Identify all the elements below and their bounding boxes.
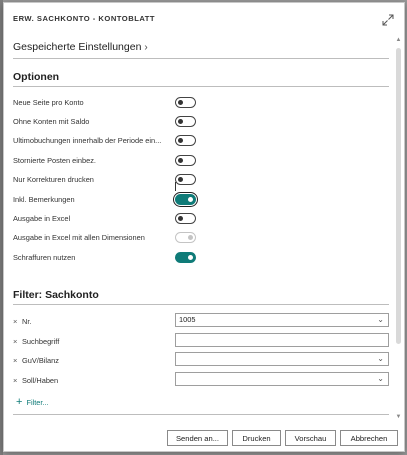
saved-settings-label: Gespeicherte Einstellungen bbox=[13, 41, 142, 53]
toggle-knob bbox=[188, 235, 193, 240]
option-label: Ausgabe in Excel mit allen Dimensionen bbox=[13, 233, 145, 242]
option-new-page-per-account bbox=[13, 96, 213, 110]
cancel-button[interactable]: Abbrechen bbox=[340, 430, 398, 446]
chevron-down-icon[interactable]: ⌄ bbox=[377, 374, 384, 383]
divider bbox=[13, 58, 389, 59]
options-section-title: Optionen bbox=[13, 71, 60, 83]
toggle-knob bbox=[178, 138, 183, 143]
toggle-knob bbox=[178, 100, 183, 105]
toggle-excel-output[interactable] bbox=[175, 213, 196, 224]
toggle-knob bbox=[188, 197, 193, 202]
toggle-excel-all-dimensions bbox=[175, 232, 196, 243]
add-filter-link[interactable] bbox=[16, 397, 49, 407]
filter-row-no bbox=[13, 315, 393, 329]
scroll-down-icon[interactable]: ▼ bbox=[395, 414, 402, 420]
dialog-title: ERW. SACHKONTO - KONTOBLATT bbox=[13, 14, 156, 23]
option-corrections-only bbox=[13, 173, 213, 187]
option-label: Ultimobuchungen innerhalb der Periode ein... bbox=[13, 136, 162, 145]
toggle-new-page-per-account[interactable] bbox=[175, 97, 196, 108]
option-exclude-accounts-balance bbox=[13, 115, 213, 129]
scrollbar-thumb[interactable] bbox=[396, 48, 401, 344]
print-button[interactable]: Drucken bbox=[232, 430, 281, 446]
plus-icon: + bbox=[16, 396, 23, 408]
saved-settings-link[interactable] bbox=[13, 41, 148, 53]
dialog-footer bbox=[4, 421, 404, 453]
preview-button[interactable]: Vorschau bbox=[285, 430, 336, 446]
option-label: Ausgabe in Excel bbox=[13, 214, 71, 223]
option-label: Stornierte Posten einbez. bbox=[13, 156, 96, 165]
chevron-down-icon[interactable]: ⌄ bbox=[377, 315, 384, 324]
option-label: Nur Korrekturen drucken bbox=[13, 175, 94, 184]
remove-filter-icon[interactable]: × bbox=[13, 376, 18, 385]
option-label: Neue Seite pro Konto bbox=[13, 98, 84, 107]
toggle-closing-entries[interactable] bbox=[175, 135, 196, 146]
filter-income-balance-input[interactable] bbox=[175, 352, 389, 366]
filter-label: Soll/Haben bbox=[22, 376, 59, 385]
toggle-include-comments[interactable] bbox=[175, 194, 196, 205]
toggle-knob bbox=[178, 158, 183, 163]
option-closing-entries bbox=[13, 134, 213, 148]
filter-search-term-input[interactable] bbox=[175, 333, 389, 347]
dialog-title-bar bbox=[4, 3, 404, 33]
dialog-content bbox=[4, 33, 396, 421]
divider bbox=[13, 414, 389, 415]
report-request-dialog bbox=[3, 2, 405, 452]
toggle-include-reversed[interactable] bbox=[175, 155, 196, 166]
divider bbox=[13, 86, 389, 87]
option-label: Schraffuren nutzen bbox=[13, 253, 76, 262]
filter-row-income-balance bbox=[13, 354, 393, 368]
expand-icon[interactable] bbox=[382, 13, 394, 25]
option-use-hatching bbox=[13, 251, 213, 265]
option-excel-all-dimensions bbox=[13, 231, 213, 245]
filter-row-debit-credit bbox=[13, 374, 393, 388]
scroll-up-icon[interactable]: ▲ bbox=[395, 37, 402, 43]
option-label: Ohne Konten mit Saldo bbox=[13, 117, 90, 126]
remove-filter-icon[interactable]: × bbox=[13, 337, 18, 346]
toggle-knob bbox=[178, 216, 183, 221]
filter-value: 1005 bbox=[179, 315, 196, 324]
filter-no-input[interactable] bbox=[175, 313, 389, 327]
send-to-button[interactable]: Senden an... bbox=[167, 430, 228, 446]
option-excel-output bbox=[13, 212, 213, 226]
remove-filter-icon[interactable]: × bbox=[13, 356, 18, 365]
toggle-use-hatching[interactable] bbox=[175, 252, 196, 263]
filter-row-search-term bbox=[13, 335, 393, 349]
toggle-corrections-only[interactable] bbox=[175, 174, 196, 185]
filter-section-title: Filter: Sachkonto bbox=[13, 289, 99, 301]
option-include-comments bbox=[13, 193, 213, 207]
text-cursor bbox=[175, 182, 176, 191]
option-label: Inkl. Bemerkungen bbox=[13, 195, 75, 204]
chevron-down-icon[interactable]: ⌄ bbox=[377, 354, 384, 363]
toggle-knob bbox=[178, 177, 183, 182]
remove-filter-icon[interactable]: × bbox=[13, 317, 18, 326]
filter-label: Suchbegriff bbox=[22, 337, 60, 346]
toggle-exclude-accounts-balance[interactable] bbox=[175, 116, 196, 127]
add-filter-label: Filter... bbox=[26, 397, 49, 407]
chevron-right-icon: › bbox=[144, 41, 148, 53]
vertical-scrollbar[interactable] bbox=[395, 36, 402, 421]
filter-label: GuV/Bilanz bbox=[22, 356, 59, 365]
filter-debit-credit-input[interactable] bbox=[175, 372, 389, 386]
filter-label: Nr. bbox=[22, 317, 32, 326]
divider bbox=[13, 304, 389, 305]
toggle-knob bbox=[178, 119, 183, 124]
toggle-knob bbox=[188, 255, 193, 260]
option-include-reversed bbox=[13, 154, 213, 168]
